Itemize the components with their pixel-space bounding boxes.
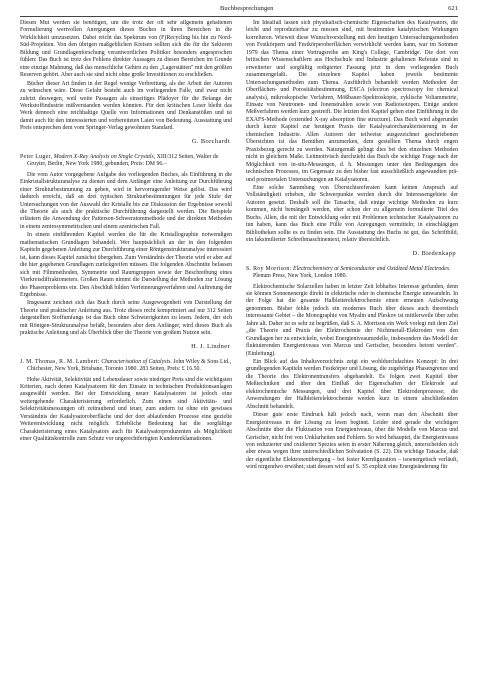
book-title: Characterisation of Catalysts. [101,358,172,365]
paragraph: In einem einführenden Kapitel werden die für die Kristallographie notwendigen mathematischen Grundlagen behandelt. Wer hauptsächlich an der in den folgenden Kapiteln gegebenen Anleitung zur Durchführung einer Röntgenstrukturanalyse interessiert ist, kann dieses Kapitel zunächst übergehen. Zum Verständnis der Theorie wird er aber auf die hier gegebenen Grundlagen zurückgreifen müssen. Die folgenden Abschnitte befassen sich mit Filmmethoden, Symmetrie und Raumgruppen sowie der Beschreibung eines Vierkreisdiffraktometers. Großen Raum nimmt die Darstellung der Methoden zur Lösung des Phasenproblems ein. Den Abschluß bilden Verfeinerungsverfahren und Auftretung der Ergebnisse. [20,232,232,298]
book-details: Plenum Press, New York, London 1980. [253,273,347,280]
book-reference [20,359,232,374]
left-column [20,20,232,684]
paragraph: Diesen Mut werden sie benötigen, um die trotz der oft sehr allgemein gehaltenen Formulierung wertvollen Anregungen dieses Buches in ihren Bereichen in die Wirklichkeit umzusetzen. Dabei reicht das Spektrum von (F)Recycling bis hin zu Nord-Süd-Projekten. Von den übrigen maßgeblichen Kreisen sollten sich die für die Sektoren Bildung und Grundlagenforschung verantwortlichen Politiker besonders angesprochen fühlen: Das Buch ist trotz des Fehlens direkter Aussagen zu diesen Bereichen im Grunde eine einzige Mahnung, daß das menschliche Gehirn zu den „Lagerstätten" mit den größten Reserven gehört. Aber auch sie sind nicht ohne große Investitionen zu erschließen. [20,20,232,79]
paragraph: Insgesamt zeichnet sich das Buch durch seine Ausgewogenheit von Darstellung der Theorie und praktischer Anleitung aus. Trotz dieses recht komprimiert auf nur 312 Seiten dargestellten Stoffumfangs ist das Buch ohne Schwierigkeiten zu lesen. Jedem, der sich mit Röntgen-Strukturanalyse befaßt, besonders aber dem Anfänger, wird dieses Buch als praktische Anleitung und als Überblick über die Theorie von großem Nutzen sein. [20,300,232,337]
right-column [246,20,458,684]
book-reference [246,266,458,281]
reviewer-signature: D. Biedenkapp [412,249,456,257]
reviewer-signature: G. Borchardt [191,137,230,145]
paragraph: Die vom Autor vorgegebene Aufgabe des vorliegenden Buches, als Einführung in die Einkristallstrukturanalyse zu dienen und dem Anfänger eine Anleitung zur Durchführung einer Strukturbestimmung zu geben, wird in hervorragender Weise gelöst. Das wird dadurch erreicht, daß an drei typischen Strukturbestimmungen für jede Stufe der Untersuchungen von der Auswahl der Kristalle bis zur Diskussion der Ergebnisse sowohl die Theorie als auch die praktische Durchführung dargestellt werden. Die Beispiele erläutern die Anwendung der Patterson-Schweratommethode und der direkten Methoden in einem zentrosymmetrischen und einem azentrischen Fall. [20,171,232,230]
page-number: 621 [448,5,458,12]
paragraph: Ein Blick auf das Inhaltsverzeichnis zeigt ein wohldurchdachtes Konzept: In drei grundlegenden Kapiteln werden Festkörper und Lösung, die zugehörige Phasengrenze und die Theorie des Elektronentransfers abgehandelt. Es folgen zwei Kapitel über Meßtechniken und über den Einfluß der Eigenschaften der Elektrode auf elektrochemische Messungen, und drei Kapitel über Elektrodenprozesse; die Anwendungen der Halbleiterelektrochemie werden kurz in einem abschließenden Abschnitt behandelt. [246,359,458,410]
running-header [20,4,458,17]
book-reference [20,154,232,169]
reviewer-signature: H. J. Lindner [191,342,230,350]
paragraph: Elektrochemische Solarzellen haben in letzter Zeit lebhaftes Interesse gefunden, denn sie können Sonnenenergie direkt in elektrische oder in chemische Energie umwandeln. In der Folge hat die gesamte Halbleiterelektrochemie einen erneuten Aufschwung genommen. Bisher fehlte jedoch ein modernes Buch über dieses auch theoretisch interessante Gebiet – die Monographie von Myalin und Pleskov ist mittlerweile über zehn Jahre alt. Daher ist es sehr zu begrüßen, daß S. A. Morrison ein Werk vorlegt mit dem Ziel „die Theorie und Praxis der Elektrochemie der Nichtmetall-Elektroden von den Grundlagen her zu entwickeln, wobei Energieniveaumodelle, insbesondere das Modell der fluktuierenden Energieniveaus von Marcus und Gerischer, besonders betont werden". (Einleitung). [246,283,458,357]
book-author: Peter Luger, [20,153,53,160]
paragraph: Im Idealfall lassen sich physikalisch-chemische Eigenschaften des Katalysators, die leicht und reproduzierbar zu messen sind, mit bestimmten katalytischen Wirkungen korrelieren. Wieweit diese Wunschvorstellung mit den heutigen Untersuchungsmethoden von Festkörpern und Festkörperoberflächen verwirklicht werden kann, war im Sommer 1979 das Thema einer Vortragsreihe am King's College, Cambridge. Die dort von britischen Wissenschaftlern aus Hochschule und Industrie gehaltenen Referate sind in erweiterter und sorgfältig redigierter Fassung jetzt in dem vorliegenden Buch zusammengefaßt. Die einzelnen Kapitel haben jeweils bestimmte Untersuchungsmethoden zum Thema. Ausführlich behandelt werden Methoden der Oberflächen- und Porositätsbestimmung, ESCA (electron spectroscopy for chemical analysis), mikroskopische Verfahren, Mößbauer-Spektroskopie, zyklische Voltammetrie, Einsatz von Neutronen- und Ionenstrahlen sowie von Radioisotopen. Einige andere Meßverfahren werden kurz gestreift. Die letzten drei Kapitel gehen eine Einführung in die EXAFS-Methode (extended X-ray absorption fine structure). Das Buch wird abgerundet durch kurze Kapitel zur heutigen Praxis der Katalysatorcharakterisierung in der chemischen Industrie. Allen Autoren der teilweise ausgezeichnet geschriebenen Übersichten ist das Bemühen anzumerken, dem gestellten Thema durch engen Praxisbezug gerecht zu werden. Naturgemäß gelingt dies bei den einzelnen Methoden nicht in gleichem Maße. Leitmotivisch durchzieht das Buch die wichtige Frage nach der Möglichkeit von in-situ-Messungen, d. h. Messungen unter den Bedingungen des technischen Prozesses, im Gegensatz zu den bisher fast ausschließlich angewandten prä- und postmortalen Untersuchungen an Katalysatoren. [246,20,458,183]
book-title: Modern X-Ray Analysis on Single Crystals, [53,153,156,160]
book-details: XIII/312 Seiten, Walter de Gruyter, Berlin, New York 1980, gebunden, Preis: DM 96.– [27,153,219,168]
paragraph: Eine solche Sammlung von Übersichtsreferaten kann keinen Anspruch auf Vollständigkeit erheben, die Schwerpunkte werden durch die Interessengebiete der Autoren gesetzt. Deshalb soll die Tatsache, daß einige wichtige Methoden zu kurz kommen, nicht bemängelt werden, eher schon der zu allgemein formulierte Titel des Buchs. Allen, die mit der Entwicklung oder mit Problemen technischer Katalysatoren zu tun haben, kann das Buch eine Fülle von Anregungen vermitteln; in einschlägigen Bibliotheken sollte es zu finden sein. Die Ausstattung des Buchs ist gut, das Schriftbild, ein faksimilierter Schreibmaschinentext, relativ übersichtlich. [246,184,458,244]
paragraph: Hohe Aktivität, Selektivität und Lebensdauer sowie niedriger Preis sind die wichtigsten Kriterien, nach denen Katalysatoren für den Einsatz in technischen Produktionsanlagen ausgewählt werden. Bei der Entwicklung neuer Katalysatoren ist jedoch eine weitergehende Charakterisierung erforderlich. Zum einen sind Aktivitäts- und Selektivitätsmessungen oft zeitraubend und teuer, zum andern ist ohne ein gewisses Verständnis der Katalysatoroberfläche und der dort ablaufenden Prozesse eine gezielte Weiterentwicklung nicht möglich. Erhebliche Bedeutung hat die sorgfältige Charakterisierung eines Katalysators auch für Katalysatorproduzenten als Möglichkeit einer Qualitätskontrolle zum Schutz vor ungerechtfertigten Kundenreklamationen. [20,376,232,443]
paragraph: Bücher dieser Art finden in der Regel wenige Verbreitung, als der Arbeit der Autoren zu wünschen wäre. Diese Gefahr besteht auch im vorliegenden Falle, und zwar nicht zuletzt deswegen, weil weite Passagen als einseitiges Plädoyer für die Belange der Werkstoffindustrie mißverstanden werden könnten. Für den kritischen Leser bleibt das Werk dennoch eine reichhaltige Quelle von Informationen und Denkanstößen und ist damit auch für den interessierten und vorbereiteten Laien von Bedeutung. Ausstattung und Preis entsprechen dem vom Springer-Verlag gewohnten Standard. [20,80,232,132]
running-title: Buchbesprechungen [220,5,274,12]
book-details: John Wiley & Sons Ltd., Chichester, New York, Brisbane, Toronto 1980. 283 Seiten, Preis: £ 16.50. [27,358,232,373]
book-title: Electrochemistry at Semiconductor and Oxidized Metal Electrodes. [293,265,451,272]
paragraph: Dieser gute erste Eindruck hält jedoch nach, wenn man den Abschnitt über Energieniveaus in der Lösung zu lesen beginnt. Leider sind gerade die wichtigen Abschnitte über die Fluktuation von Energieniveaus, über die Modelle von Marcus und Gerischer, nicht frei von Unklarheiten und Fehlern. So wird behauptet, die Energieniveaus von reduzierter und oxidierter Spezies seien in erster Näherung gleich, unterscheiden sich aber etwas wegen ihrer unterschiedlichen Solvatation (S. 22). Die wichtige Tatsache, daß der eigentliche Elektronenübergang – bei fester Kernfiguration – isoenergetisch verläuft, wird nirgendwo erwähnt; statt dessen wird auf S. 35 explizit eine Energieänderung für [246,412,458,471]
book-author: S. Roy Morrison: [246,265,292,272]
book-author: J. M. Thomas, R. M. Lambert: [20,358,100,365]
